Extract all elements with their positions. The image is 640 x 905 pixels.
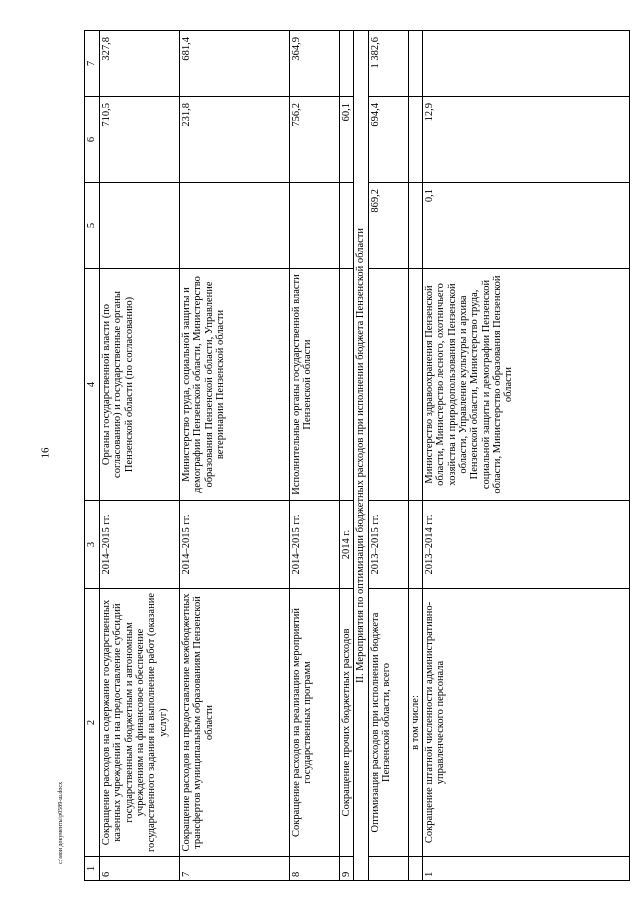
row-number: 6 bbox=[100, 857, 180, 881]
col-header: 7 bbox=[85, 31, 100, 97]
page-number: 16 bbox=[39, 447, 52, 459]
col-header: 6 bbox=[85, 97, 100, 183]
period-cell: 2014–2015 гг. bbox=[290, 501, 340, 589]
col-header: 3 bbox=[85, 501, 100, 589]
section-row bbox=[354, 31, 368, 881]
value-cell bbox=[290, 183, 340, 269]
table-row bbox=[290, 31, 340, 881]
value-cell bbox=[100, 183, 180, 269]
table-row bbox=[422, 31, 629, 881]
period-cell: 2014–2015 гг. bbox=[180, 501, 290, 589]
value-cell bbox=[422, 31, 629, 97]
executor-cell bbox=[368, 269, 408, 501]
row-number: 1 bbox=[422, 857, 629, 881]
value-cell: 694,4 bbox=[368, 97, 408, 183]
value-cell bbox=[180, 183, 290, 269]
value-cell: 681,4 bbox=[180, 31, 290, 97]
row-number: 8 bbox=[290, 857, 340, 881]
period-cell: 2014–2015 гг. bbox=[100, 501, 180, 589]
executor-cell: Исполнительные органы государственной власти Пензенской области bbox=[290, 269, 340, 501]
col-header: 4 bbox=[85, 269, 100, 501]
table-row bbox=[100, 31, 180, 881]
executor-cell: Министерство труда, социальной защиты и демографии Пензенской области, Министерство образования Пензенской области, Управление ветеринарии Пензенской области bbox=[180, 269, 290, 501]
row-number: 9 bbox=[340, 857, 354, 881]
value-cell bbox=[340, 31, 354, 97]
including-row bbox=[408, 31, 422, 881]
period-cell: 2014 г. bbox=[340, 501, 354, 589]
col-header: 5 bbox=[85, 183, 100, 269]
executor-cell: Органы государственной власти (по согласованию) и государственные органы Пензенской области (по согласованию) bbox=[100, 269, 180, 501]
value-cell: 60,1 bbox=[340, 97, 354, 183]
measures-table bbox=[84, 30, 630, 881]
value-cell: 756,2 bbox=[290, 97, 340, 183]
col-header: 2 bbox=[85, 589, 100, 857]
measure-cell: Сокращение штатной численности административно-управленческого персонала bbox=[422, 589, 629, 857]
section-title: II. Мероприятия по оптимизации бюджетных расходов при исполнении бюджета Пензенской области bbox=[354, 31, 368, 881]
including-label: в том числе: bbox=[408, 589, 422, 857]
value-cell: 0,1 bbox=[422, 183, 629, 269]
table-row bbox=[180, 31, 290, 881]
file-path-footer: c:\мои документы\р0589-ш.docx bbox=[58, 781, 64, 864]
value-cell: 710,5 bbox=[100, 97, 180, 183]
value-cell: 1 382,6 bbox=[368, 31, 408, 97]
measure-cell: Оптимизация расходов при исполнении бюджета Пензенской области, всего bbox=[368, 589, 408, 857]
value-cell: 869,2 bbox=[368, 183, 408, 269]
col-header: 1 bbox=[85, 857, 100, 881]
measure-cell: Сокращение прочих бюджетных расходов bbox=[340, 589, 354, 857]
total-row bbox=[368, 31, 408, 881]
period-cell: 2013–2014 гг. bbox=[422, 501, 629, 589]
value-cell: 12,9 bbox=[422, 97, 629, 183]
executor-cell: Министерство здравоохранения Пензенской области, Министерство лесного, охотничьего хозяйства и природопользования Пензенской области, Управление культуры и архива Пензенской области, Министерство труда, социальной защиты и демографии Пензенской области, Министерство образования Пензенской области bbox=[422, 269, 629, 501]
rotated-table-wrapper bbox=[84, 31, 630, 881]
measure-cell: Сокращение расходов на реализацию мероприятий государственных программ bbox=[290, 589, 340, 857]
value-cell bbox=[340, 183, 354, 269]
row-number: 7 bbox=[180, 857, 290, 881]
value-cell: 231,8 bbox=[180, 97, 290, 183]
value-cell: 327,8 bbox=[100, 31, 180, 97]
table-row bbox=[340, 31, 354, 881]
row-number bbox=[368, 857, 408, 881]
period-cell: 2013–2015 гг. bbox=[368, 501, 408, 589]
value-cell: 364,9 bbox=[290, 31, 340, 97]
measure-cell: Сокращение расходов на предоставление межбюджетных трансфертов муниципальным образованиям Пензенской области bbox=[180, 589, 290, 857]
executor-cell bbox=[340, 269, 354, 501]
measure-cell: Сокращение расходов на содержание государственных казенных учреждений и на предоставление субсидий государственным бюджетным и автономным учреждениям на финансовое обеспечение государственного задания на выполнение работ (оказание услуг) bbox=[100, 589, 180, 857]
header-row bbox=[85, 31, 100, 881]
